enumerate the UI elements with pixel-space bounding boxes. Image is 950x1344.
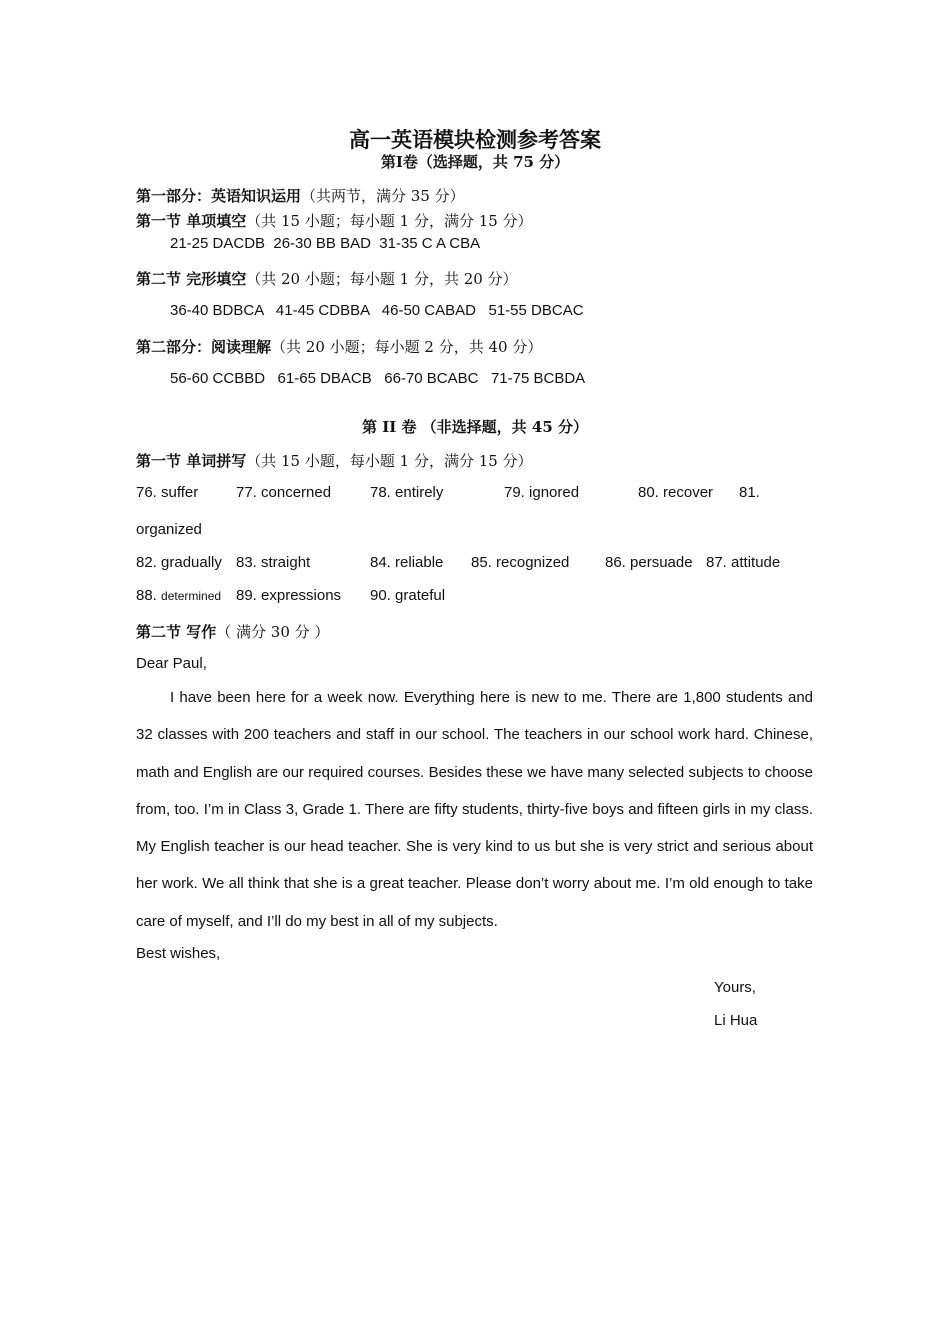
letter-sign-off: Yours, <box>714 979 756 996</box>
spelling-answer: 90. grateful <box>370 587 446 604</box>
single-choice-note: （共 15 小题；每小题 1 分，满分 15 分） <box>246 212 533 230</box>
spelling-answer: 83. straight <box>236 554 311 571</box>
spelling-answer: 86. persuade <box>605 554 693 571</box>
spelling-answer: 82. gradually <box>136 554 222 571</box>
writing-heading <box>136 621 329 642</box>
spelling-word: determined <box>161 589 222 603</box>
spelling-answer: 78. entirely <box>370 484 444 501</box>
cloze-answers: 36-40 BDBCA 41-45 CDBBA 46-50 CABAD 51-55 DBCAC <box>170 302 584 319</box>
spelling-answer: 85. recognized <box>471 554 570 571</box>
section1-heading <box>136 185 465 206</box>
spelling-answer: organized <box>136 521 202 538</box>
spelling-note: （共 15 小题，每小题 1 分，满分 15 分） <box>246 452 533 470</box>
letter-closing: Best wishes, <box>136 945 221 962</box>
letter-signature: Li Hua <box>714 1012 758 1029</box>
reading-answers: 56-60 CCBBD 61-65 DBACB 66-70 BCABC 71-75 BCBDA <box>170 370 586 387</box>
reading-heading <box>136 336 542 357</box>
cloze-heading <box>136 268 518 289</box>
spelling-answer: 77. concerned <box>236 484 332 501</box>
spelling-answer: 89. expressions <box>236 587 342 604</box>
section1-label: 第一部分：英语知识运用 <box>136 187 302 205</box>
part1-heading: 第Ⅰ卷（选择题，共 75 分） <box>380 153 570 171</box>
spelling-answer-88 <box>136 587 221 604</box>
cloze-label: 第二节 完形填空 <box>136 270 247 288</box>
spelling-answer: 81. <box>739 484 760 501</box>
single-choice-heading <box>136 210 533 231</box>
spelling-answer: 87. attitude <box>706 554 781 571</box>
document-title: 高一英语模块检测参考答案 <box>349 127 601 152</box>
section1-note: （共两节，满分 35 分） <box>301 187 465 205</box>
spelling-answer: 79. ignored <box>504 484 580 501</box>
spelling-number: 88. <box>136 587 157 604</box>
letter-body <box>136 679 813 940</box>
spelling-answer: 84. reliable <box>370 554 444 571</box>
spelling-heading <box>136 450 533 471</box>
cloze-note: （共 20 小题；每小题 1 分，共 20 分） <box>246 270 518 288</box>
single-choice-answers: 21-25 DACDB 26-30 BB BAD 31-35 C A CBA <box>170 235 481 252</box>
part2-heading: 第 II 卷 （非选择题，共 45 分） <box>361 418 589 436</box>
writing-note: （ 满分 30 分 ） <box>216 623 330 641</box>
spelling-answer: 80. recover <box>638 484 714 501</box>
letter-body-text: I have been here for a week now. Everything here is new to me. There are 1,800 students and 32 classes with 200 teachers and staff in our school. The teachers in our school work hard. Chinese, math and English are our required courses. Besides these we have many selected subjects to choose from, too. I’m in Class 3, Grade 1. There are fifty students, thirty-five boys and fifteen girls in my class. My English teacher is our head teacher. She is very kind to us but she is very strict and serious about her work. We all think that she is a great teacher. Please don’t worry about me. I’m old enough to take care of myself, and I’ll do my best in all of my subjects. <box>136 689 813 930</box>
spelling-label: 第一节 单词拼写 <box>136 452 247 470</box>
spelling-answer: 76. suffer <box>136 484 199 501</box>
single-choice-label: 第一节 单项填空 <box>136 212 247 230</box>
reading-label: 第二部分：阅读理解 <box>136 338 272 356</box>
reading-note: （共 20 小题；每小题 2 分，共 40 分） <box>271 338 543 356</box>
letter-greeting: Dear Paul, <box>136 655 207 672</box>
writing-label: 第二节 写作 <box>136 623 217 641</box>
